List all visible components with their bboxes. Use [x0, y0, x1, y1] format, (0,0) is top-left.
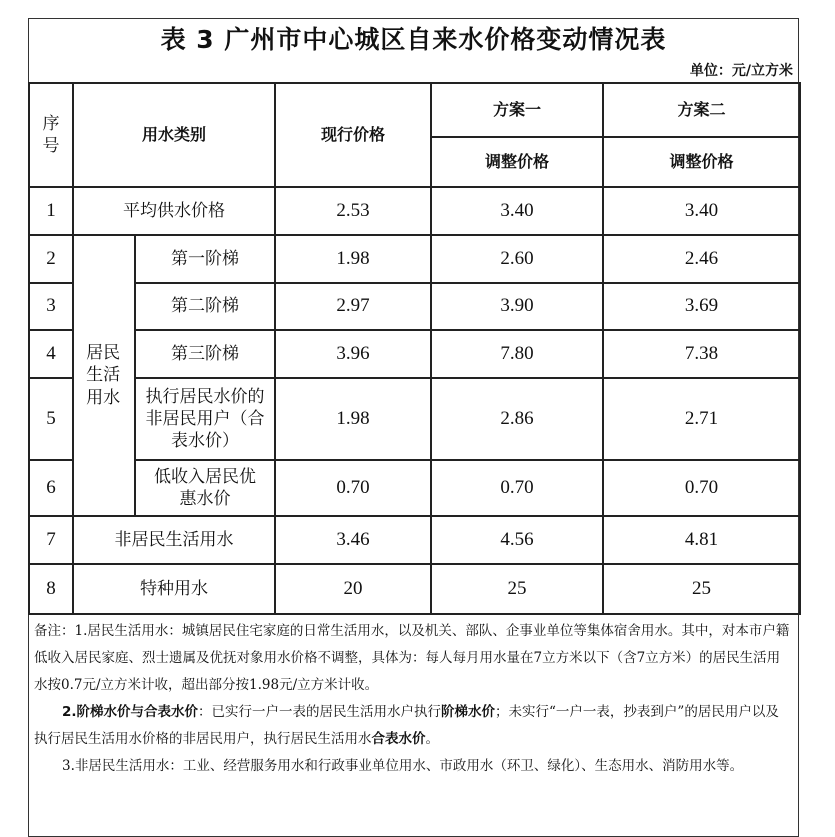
- resident-group-label: 居民生活用水: [73, 235, 135, 516]
- table-row: [29, 283, 800, 330]
- row-seq: 4: [29, 330, 73, 378]
- table-row: [29, 330, 800, 378]
- header-plan-two-adjusted: 调整价格: [603, 137, 800, 187]
- notes-section: [34, 618, 792, 780]
- row-plan-one-price: 0.70: [431, 460, 603, 516]
- row-category: 特种用水: [73, 564, 275, 614]
- row-current-price: 1.98: [275, 235, 431, 283]
- row-category: 第二阶梯: [135, 283, 275, 330]
- row-category: 第三阶梯: [135, 330, 275, 378]
- row-plan-two-price: 0.70: [603, 460, 800, 516]
- row-plan-two-price: 2.46: [603, 235, 800, 283]
- row-plan-one-price: 2.60: [431, 235, 603, 283]
- row-category: 非居民生活用水: [73, 516, 275, 564]
- row-seq: 6: [29, 460, 73, 516]
- header-seq: 序号: [29, 83, 73, 187]
- row-plan-one-price: 4.56: [431, 516, 603, 564]
- row-plan-one-price: 3.90: [431, 283, 603, 330]
- header-current-price: 现行价格: [275, 83, 431, 187]
- table-row: [29, 235, 800, 283]
- row-plan-two-price: 3.40: [603, 187, 800, 235]
- row-plan-two-price: 7.38: [603, 330, 800, 378]
- row-plan-one-price: 7.80: [431, 330, 603, 378]
- header-category: 用水类别: [73, 83, 275, 187]
- row-seq: 2: [29, 235, 73, 283]
- table-row: [29, 516, 800, 564]
- row-current-price: 3.96: [275, 330, 431, 378]
- row-current-price: 3.46: [275, 516, 431, 564]
- table-header-row: [29, 83, 800, 137]
- row-seq: 3: [29, 283, 73, 330]
- row-plan-two-price: 2.71: [603, 378, 800, 460]
- row-category: 低收入居民优惠水价: [135, 460, 275, 516]
- note-2-heading: 2.阶梯水价与合表水价: [62, 704, 199, 720]
- table-row: [29, 187, 800, 235]
- row-current-price: 2.53: [275, 187, 431, 235]
- row-plan-two-price: 4.81: [603, 516, 800, 564]
- row-seq: 7: [29, 516, 73, 564]
- header-plan-two: 方案二: [603, 83, 800, 137]
- note-2: 2.阶梯水价与合表水价：已实行一户一表的居民生活用水户执行阶梯水价；未实行“一户一表，抄表到户”的居民用户以及执行居民生活用水价格的非居民用户，执行居民生活用水合表水价。: [34, 704, 779, 747]
- header-plan-one: 方案一: [431, 83, 603, 137]
- row-plan-one-price: 2.86: [431, 378, 603, 460]
- row-category: 执行居民水价的非居民用户（合表水价）: [135, 378, 275, 460]
- table-row: [29, 460, 800, 516]
- row-current-price: 20: [275, 564, 431, 614]
- row-plan-one-price: 3.40: [431, 187, 603, 235]
- price-table: [28, 82, 801, 615]
- row-seq: 5: [29, 378, 73, 460]
- row-plan-one-price: 25: [431, 564, 603, 614]
- row-category: 平均供水价格: [73, 187, 275, 235]
- row-current-price: 2.97: [275, 283, 431, 330]
- table-row: [29, 378, 800, 460]
- row-seq: 1: [29, 187, 73, 235]
- row-current-price: 1.98: [275, 378, 431, 460]
- table-title: 表 3 广州市中心城区自来水价格变动情况表: [160, 25, 667, 54]
- row-seq: 8: [29, 564, 73, 614]
- row-plan-two-price: 25: [603, 564, 800, 614]
- row-current-price: 0.70: [275, 460, 431, 516]
- unit-label: 单位：元/立方米: [689, 63, 793, 79]
- row-category: 第一阶梯: [135, 235, 275, 283]
- note-1: 备注：1.居民生活用水：城镇居民住宅家庭的日常生活用水，以及机关、部队、企事业单位等集体宿舍用水。其中，对本市户籍低收入居民家庭、烈士遗属及优抚对象用水价格不调整，具体为：每人每月用水量在7立方米以下（含7立方米）的居民生活用水按0.7元/立方米计收，超出部分按1.98元/立方米计收。: [34, 623, 790, 693]
- header-plan-one-adjusted: 调整价格: [431, 137, 603, 187]
- row-plan-two-price: 3.69: [603, 283, 800, 330]
- note-3: 3.非居民生活用水：工业、经营服务用水和行政事业单位用水、市政用水（环卫、绿化）、生态用水、消防用水等。: [62, 758, 744, 774]
- table-row: [29, 564, 800, 614]
